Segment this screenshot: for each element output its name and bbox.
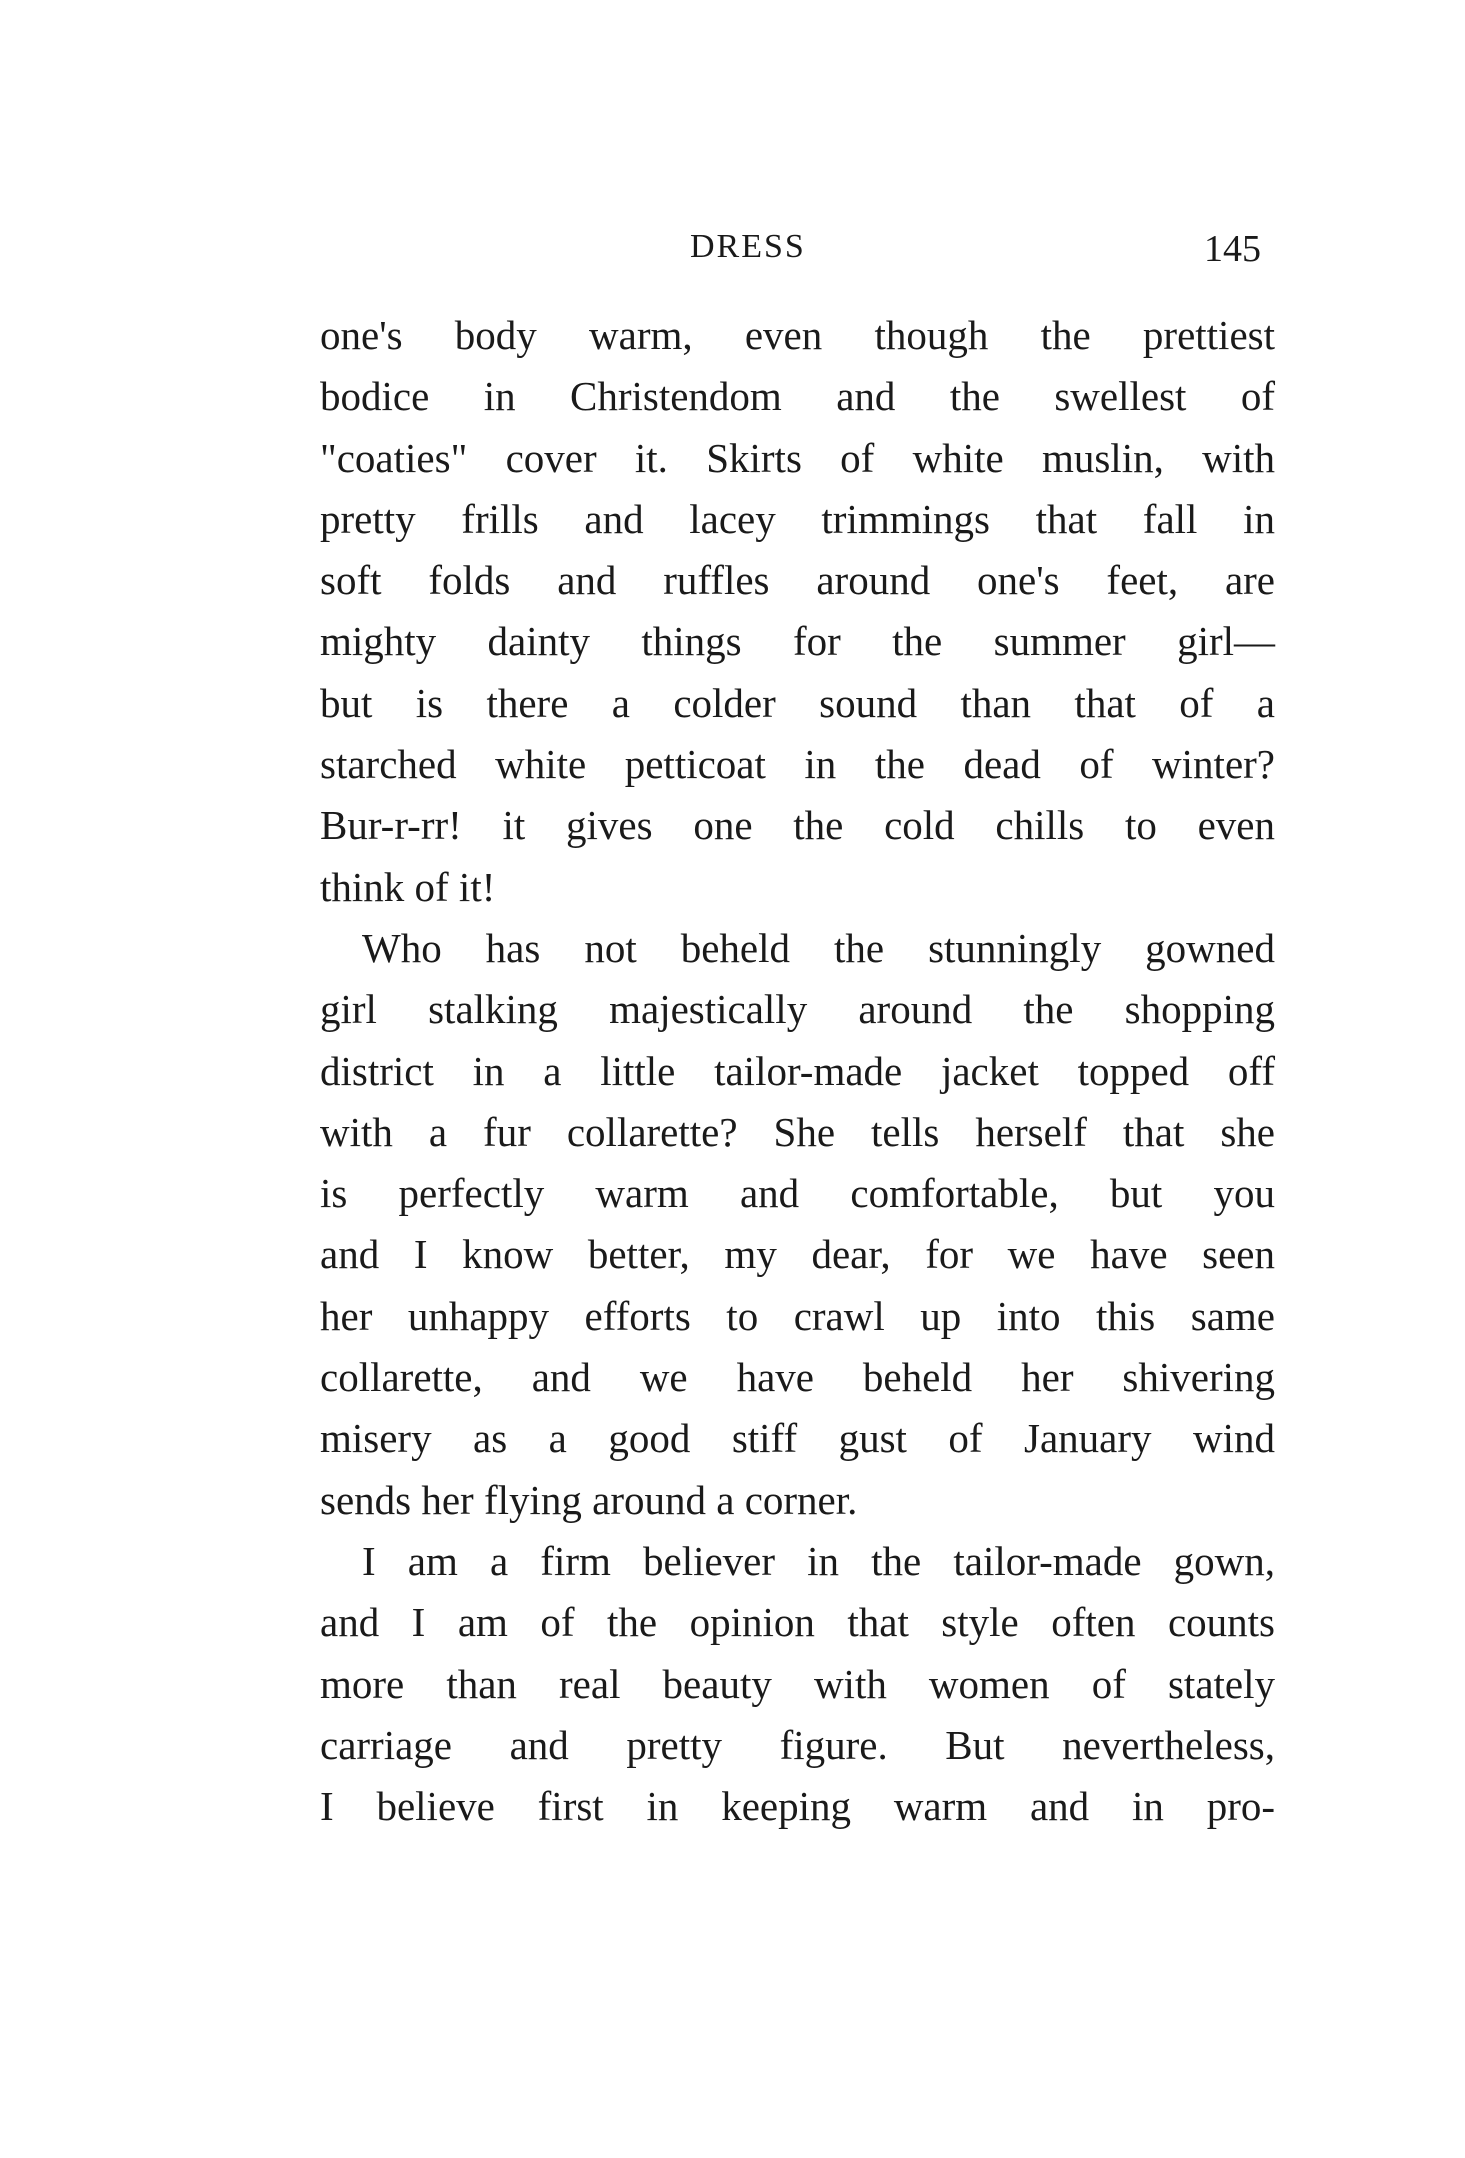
text-line: misery as a good stiff gust of January wind [320,1415,1275,1462]
paragraph-2 [320,918,1275,1531]
running-head [320,222,1275,272]
text-line: is perfectly warm and comfortable, but you [320,1170,1275,1217]
text-line: sends her flying around a corner. [320,1476,858,1523]
text-line: I am a firm believer in the tailor-made gown, [362,1537,1275,1584]
text-line: pretty frills and lacey trimmings that fall in [320,495,1275,542]
text-line: think of it! [320,863,496,910]
text-line: her unhappy efforts to crawl up into this same [320,1292,1275,1339]
text-line: one's body warm, even though the prettiest [320,312,1275,358]
body-text [320,305,1275,1837]
page-number: 145 [1204,228,1261,270]
text-line: mighty dainty things for the summer girl— [320,618,1275,665]
text-line: girl stalking majestically around the shopping [320,986,1275,1033]
text-line: carriage and pretty figure. But nevertheless, [320,1721,1275,1768]
text-line: with a fur collarette? She tells herself that she [320,1108,1275,1155]
text-line: collarette, and we have beheld her shivering [320,1354,1275,1401]
text-line: district in a little tailor-made jacket topped off [320,1047,1275,1094]
text-line: I believe first in keeping warm and in pro- [320,1783,1275,1830]
text-line: Bur-r-rr! it gives one the cold chills to even [320,802,1275,849]
running-title: DRESS [690,228,806,265]
text-line: and I know better, my dear, for we have seen [320,1231,1275,1278]
text-line: but is there a colder sound than that of a [320,679,1275,726]
text-line: "coaties" cover it. Skirts of white muslin, with [320,434,1275,481]
text-line: more than real beauty with women of stately [320,1660,1275,1707]
text-line: soft folds and ruffles around one's feet, are [320,557,1275,604]
text-line: Who has not beheld the stunningly gowned [362,924,1275,971]
text-line: bodice in Christendom and the swellest of [320,373,1275,420]
paragraph-3 [320,1531,1275,1837]
text-line: starched white petticoat in the dead of winter? [320,741,1275,788]
paragraph-1 [320,305,1275,918]
text-line: and I am of the opinion that style often counts [320,1599,1275,1646]
